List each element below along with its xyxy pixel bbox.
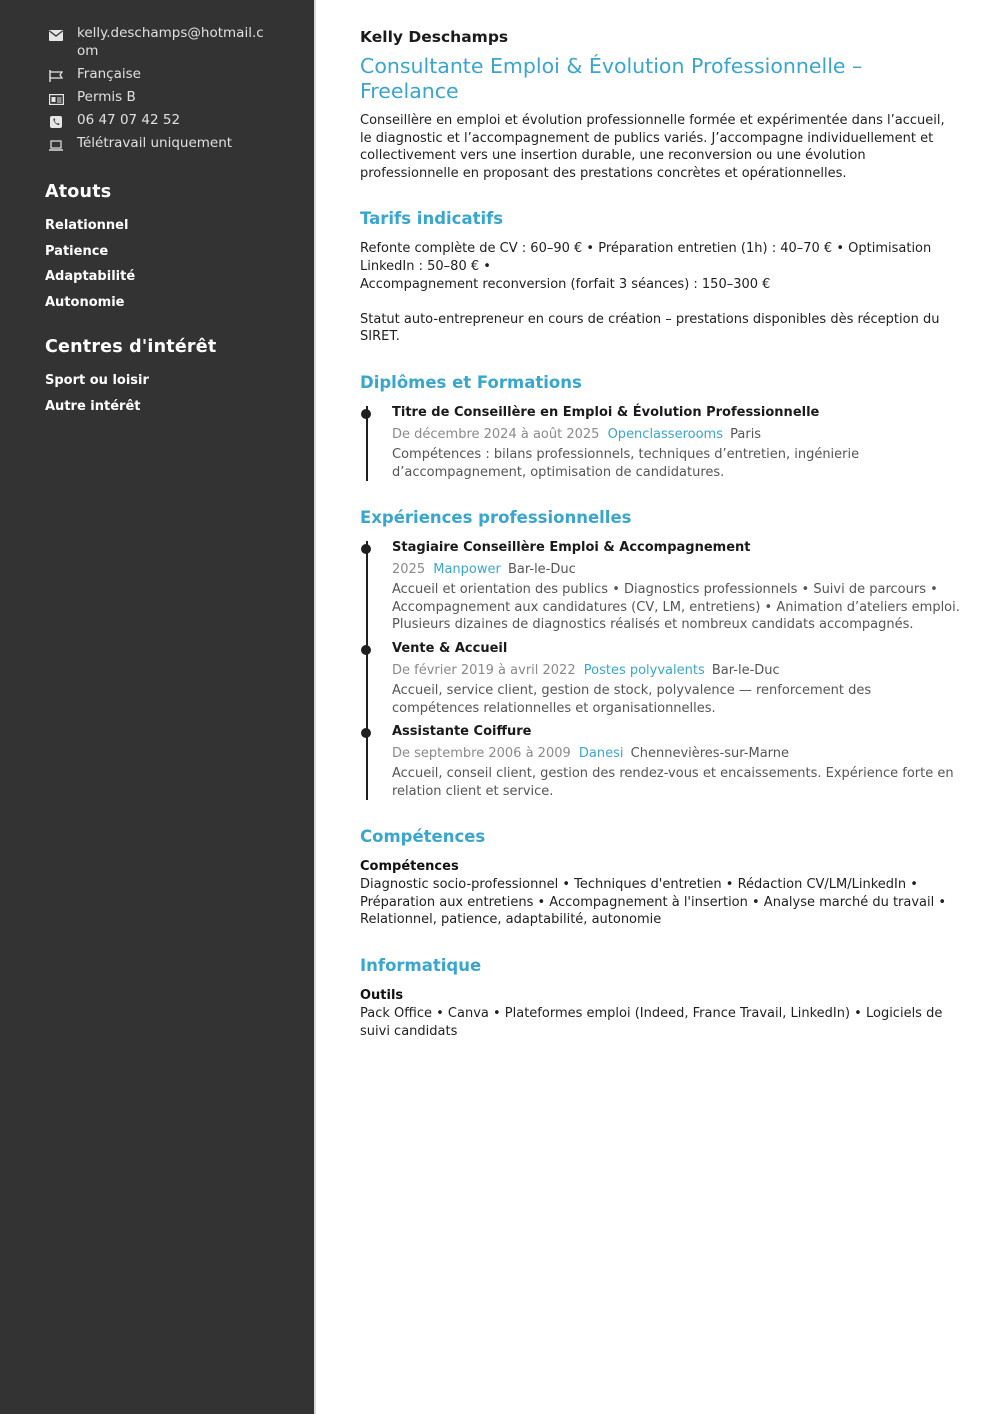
education-heading: Diplômes et Formations xyxy=(360,372,582,392)
experience-org: Manpower xyxy=(433,562,501,578)
timeline-dot xyxy=(361,728,371,738)
it-text: Pack Office • Canva • Plateformes emploi (Indeed, France Travail, LinkedIn) • Logiciels de suivi candidats xyxy=(360,1006,943,1039)
candidate-name: Kelly Deschamps xyxy=(360,28,509,46)
remote-work-text: Télétravail uniquement xyxy=(77,135,233,151)
strength-item: Relationnel xyxy=(45,218,129,233)
experience-timeline xyxy=(360,539,960,800)
interests-heading: Centres d'intérêt xyxy=(45,337,217,357)
education-item xyxy=(392,404,960,481)
experience-title: Stagiaire Conseillère Emploi & Accompagnement xyxy=(392,540,751,556)
envelope-icon xyxy=(48,28,64,42)
experience-meta xyxy=(392,745,960,763)
experience-location: Chennevières-sur-Marne xyxy=(630,746,790,762)
strength-item: Adaptabilité xyxy=(45,269,136,284)
contact-list xyxy=(48,24,278,157)
contact-license xyxy=(48,88,278,106)
profile-summary: Conseillère en emploi et évolution professionnelle formée et expérimentée dans l’accueil, le diagnostic et l’accompagnement de publics variés. J’accompagne individuellement et collectivement vers une insertion durable, une reconversion ou une évolution professionnelle en proposant des prestations concrètes et opérationnelles. xyxy=(360,113,945,181)
contact-phone xyxy=(48,111,278,129)
experience-item xyxy=(392,539,960,634)
education-timeline xyxy=(360,404,960,481)
experience-location: Bar-le-Duc xyxy=(507,562,576,578)
education-location: Paris xyxy=(730,426,762,442)
rates-line: Refonte complète de CV : 60–90 € • Préparation entretien (1h) : 40–70 € • Optimisation LinkedIn : 50–80 € • xyxy=(360,241,932,274)
experience-description: Accueil, service client, gestion de stock, polyvalence — renforcement des compétences relationnelles et organisationnelles. xyxy=(392,682,872,716)
contact-nationality xyxy=(48,65,278,83)
experience-org: Postes polyvalents xyxy=(583,662,705,678)
strength-item: Autonomie xyxy=(45,294,125,310)
skills-text: Diagnostic socio-professionnel • Techniques d'entretien • Rédaction CV/LM/LinkedIn • Préparation aux entretiens • Accompagnement à l'insertion • Analyse marché du travail • Relationnel, patience, adaptabilité, autonomie xyxy=(360,877,947,928)
experience-heading: Expériences professionnelles xyxy=(360,508,632,528)
education-description: Compétences : bilans professionnels, techniques d’entretien, ingénierie d’accompagnement, optimisation de candidatures. xyxy=(392,446,860,480)
experience-meta xyxy=(392,662,960,680)
interests-list xyxy=(45,372,149,423)
experience-date: 2025 xyxy=(392,562,426,578)
phone-link[interactable]: 06 47 07 42 52 xyxy=(77,112,181,128)
rates-heading: Tarifs indicatifs xyxy=(360,209,504,229)
experience-date: De septembre 2006 à 2009 xyxy=(392,746,571,762)
main-content xyxy=(360,24,960,1040)
job-title: Consultante Emploi & Évolution Professionnelle – Freelance xyxy=(360,54,863,103)
timeline-dot xyxy=(361,544,371,554)
education-date: De décembre 2024 à août 2025 xyxy=(392,426,600,442)
timeline-dot xyxy=(361,645,371,655)
laptop-icon xyxy=(48,138,64,152)
id-card-icon xyxy=(48,92,64,106)
skills-heading: Compétences xyxy=(360,827,486,847)
experience-title: Assistante Coiffure xyxy=(392,724,532,740)
experience-date: De février 2019 à avril 2022 xyxy=(392,662,576,678)
interest-item: Autre intérêt xyxy=(45,398,141,414)
experience-description: Accueil et orientation des publics • Diagnostics professionnels • Suivi de parcours • Accompagnement aux candidatures (CV, LM, entretiens) • Animation d’ateliers emploi. Plusieurs dizaines de diagnostics réalisés et nombreux candidats accompagnés. xyxy=(392,582,960,633)
experience-meta xyxy=(392,561,960,579)
experience-item xyxy=(392,640,960,717)
license-text: Permis B xyxy=(77,89,136,105)
experience-location: Bar-le-Duc xyxy=(711,662,780,678)
experience-title: Vente & Accueil xyxy=(392,640,508,656)
it-subtitle: Outils xyxy=(360,988,404,1004)
education-org: Openclasserooms xyxy=(607,426,723,442)
email-link[interactable]: kelly.deschamps@hotmail.com xyxy=(77,25,264,59)
skills-subtitle: Compétences xyxy=(360,859,459,875)
contact-remote xyxy=(48,134,278,152)
education-meta xyxy=(392,426,960,444)
experience-description: Accueil, conseil client, gestion des rendez-vous et encaissements. Expérience forte en relation client et service. xyxy=(392,766,954,799)
interest-item: Sport ou loisir xyxy=(45,373,149,388)
strengths-heading: Atouts xyxy=(45,182,112,202)
experience-org: Danesi xyxy=(578,746,624,762)
rates-line: Accompagnement reconversion (forfait 3 séances) : 150–300 € xyxy=(360,276,771,292)
sidebar xyxy=(0,0,316,1414)
education-title: Titre de Conseillère en Emploi & Évolution Professionnelle xyxy=(392,404,820,420)
contact-email xyxy=(48,24,278,60)
it-heading: Informatique xyxy=(360,956,482,976)
strengths-list xyxy=(45,217,135,319)
flag-icon xyxy=(48,69,64,83)
rates-section xyxy=(360,240,960,346)
strength-item: Patience xyxy=(45,243,109,259)
experience-item xyxy=(392,723,960,800)
nationality-text: Française xyxy=(77,66,141,82)
timeline-dot xyxy=(361,409,371,419)
phone-icon xyxy=(48,115,64,129)
rates-status: Statut auto-entrepreneur en cours de création – prestations disponibles dès réception du SIRET. xyxy=(360,311,940,345)
